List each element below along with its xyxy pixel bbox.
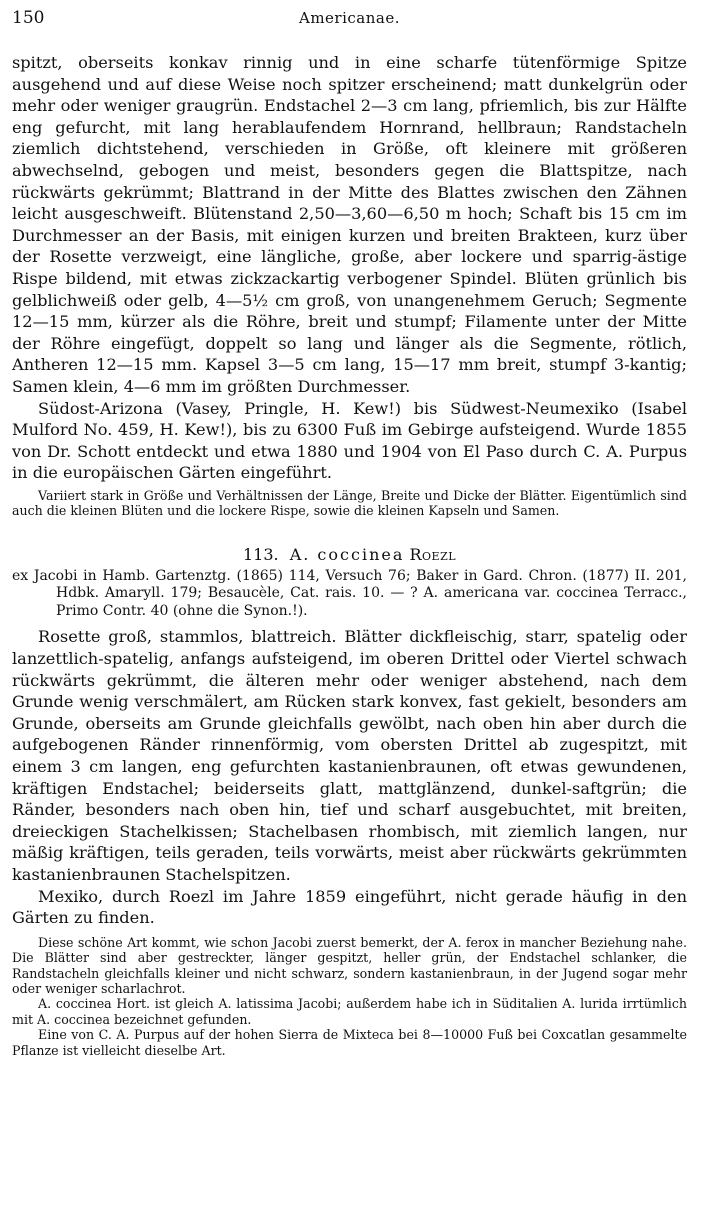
synonymy-block bbox=[12, 568, 687, 621]
running-title: Americanae. bbox=[299, 9, 400, 27]
page-number: 150 bbox=[12, 8, 45, 28]
description-paragraph: spitzt, oberseits konkav rinnig und in eine scharfe tütenförmige Spitze ausgehend und auf diese Weise noch spitzer erscheinend; matt dunkelgrün oder mehr oder weniger graugrün. Endstachel 2—3 cm lang, pfriemlich, bis zur Hälfte eng gefurcht, mit lang herablaufendem Hornrand, hellbraun; Randstacheln ziemlich dichtstehend, verschieden in Größe, oft kleinere mit größeren abwechselnd, gebogen und meist, besonders gegen die Blattspitze, nach rückwärts gekrümmt; Blattrand in der Mitte des Blattes zwischen den Zähnen leicht ausgeschweift. Blütenstand 2,50—3,60—6,50 m hoch; Schaft bis 15 cm im Durchmesser an der Basis, mit einigen kurzen und breiten Brakteen, kurz über der Rosette verzweigt, eine längliche, große, aber lockere und sparrig-ästige Rispe bildend, mit etwas zickzackartig verbogener Spindel. Blüten grünlich bis gelblichweiß oder gelb, 4—5½ cm groß, von unangenehmem Geruch; Segmente 12—15 mm, kürzer als die Röhre, breit und stumpf; Filamente unter der Mitte der Röhre eingefügt, doppelt so lang und länger als die Segmente, rötlich, Antheren 12—15 mm. Kapsel 3—5 cm lang, 15—17 mm breit, stumpf 3-kantig; Samen klein, 4—6 mm im größten Durchmesser. bbox=[12, 53, 687, 396]
species-number: 113. bbox=[242, 544, 279, 564]
species-author: Roezl bbox=[409, 544, 457, 564]
page-header bbox=[12, 8, 687, 38]
remark-block bbox=[12, 488, 687, 519]
species-heading bbox=[12, 545, 687, 564]
species-name: A. coccinea bbox=[289, 544, 405, 564]
note-paragraph: A. coccinea Hort. ist gleich A. latissima Jacobi; außerdem habe ich in Süditalien A. lurida irrtümlich mit A. coccinea bezeichnet gefunden. bbox=[12, 996, 687, 1027]
distribution-paragraph: Südost-Arizona (Vasey, Pringle, H. Kew!) bis Südwest-Neumexiko (Isabel Mulford No. 459, H. Kew!), bis zu 6300 Fuß im Gebirge aufsteigend. Wurde 1855 von Dr. Schott entdeckt und etwa 1880 und 1904 von El Paso durch C. A. Purpus in die europäischen Gärten eingeführt. bbox=[12, 398, 687, 483]
remark-paragraph: Variiert stark in Größe und Verhältnissen der Länge, Breite und Dicke der Blätter. Eigentümlich sind auch die kleinen Blüten und die lockere Rispe, sowie die kleinen Kapseln und Samen. bbox=[12, 487, 687, 519]
note-paragraph: Eine von C. A. Purpus auf der hohen Sierra de Mixteca bei 8—10000 Fuß bei Coxcatlan gesammelte Pflanze ist vielleicht dieselbe Art. bbox=[12, 1027, 687, 1058]
notes-block bbox=[12, 935, 687, 1058]
distribution-paragraph: Mexiko, durch Roezl im Jahre 1859 eingeführt, nicht gerade häufig in den Gärten zu finden. bbox=[12, 886, 687, 928]
species-description bbox=[12, 626, 687, 928]
continuation-description bbox=[12, 52, 687, 484]
note-paragraph: Diese schöne Art kommt, wie schon Jacobi zuerst bemerkt, der A. ferox in mancher Beziehung nahe. Die Blätter sind aber gestreckter, länger gespitzt, heller grün, der Endstachel schlanker, die Randstacheln gleichfalls kleiner und nicht schwarz, sondern kastanienbraun, in der Jugend sogar mehr oder weniger scharlachrot. bbox=[12, 934, 687, 996]
synonymy-text: ex Jacobi in Hamb. Gartenztg. (1865) 114, Versuch 76; Baker in Gard. Chron. (1877) II. 201, Hdbk. Amaryll. 179; Besaucèle, Cat. rais. 10. — ? A. americana var. coccinea Terracc., Primo Contr. 40 (ohne die Synon.!). bbox=[12, 567, 687, 619]
description-paragraph: Rosette groß, stammlos, blattreich. Blätter dickfleischig, starr, spatelig oder lanzettlich-spatelig, anfangs aufsteigend, im oberen Drittel oder Viertel schwach rückwärts gekrümmt, die älteren mehr oder weniger abstehend, nach dem Grunde wenig verschmälert, am Rücken stark konvex, fast gekielt, besonders am Grunde, oberseits am Grunde gleichfalls gewölbt, nach oben hin aber durch die aufgebogenen Ränder rinnenförmig, vom obersten Drittel ab zugespitzt, mit einem 3 cm langen, eng gefurchten kastanienbraunen, oft etwas gewundenen, kräftigen Endstachel; beiderseits glatt, mattglänzend, dunkel-saftgrün; die Ränder, besonders nach oben hin, tief und scharf ausgebuchtet, mit breiten, dreieckigen Stachelkissen; Stachelbasen rhombisch, mit ziemlich langen, nur mäßig kräftigen, teils geraden, teils vorwärts, meist aber rückwärts gekrümmten kastanienbraunen Stachelspitzen. bbox=[12, 627, 687, 884]
